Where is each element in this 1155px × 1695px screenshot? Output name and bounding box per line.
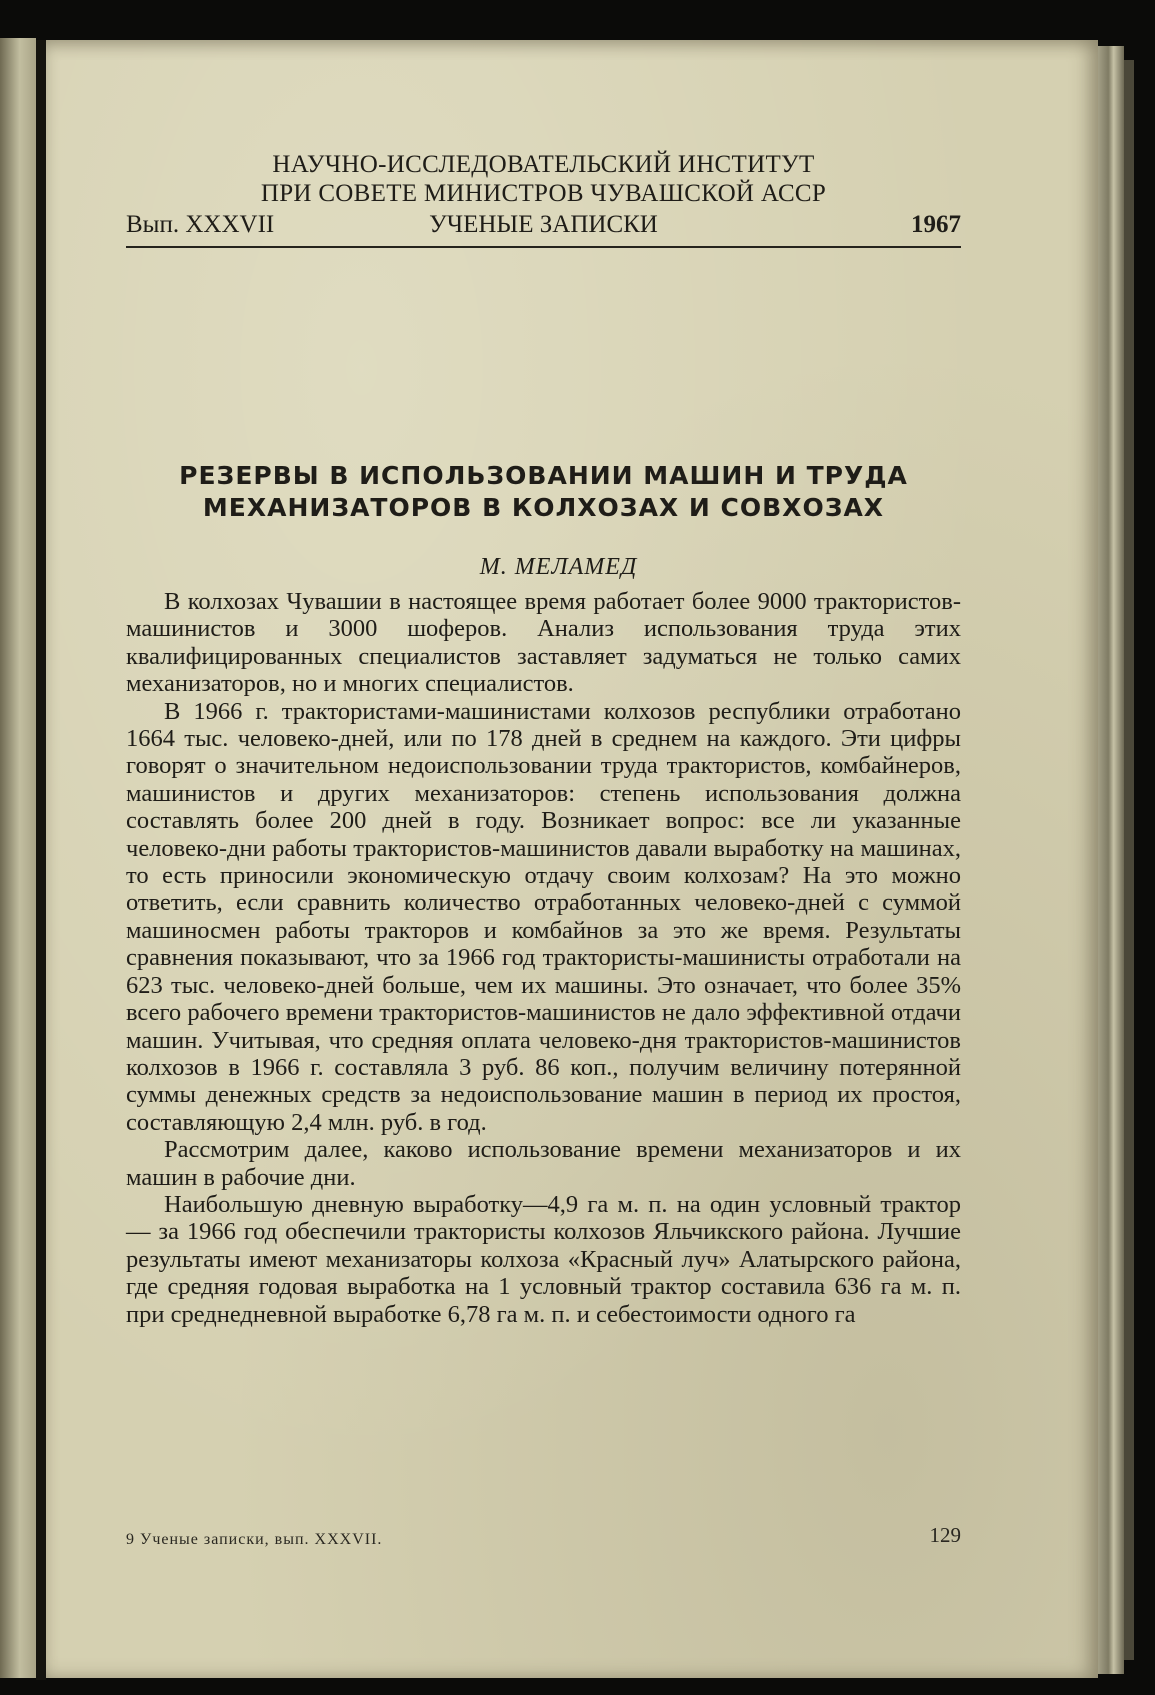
page-content xyxy=(126,150,961,1328)
article-author: М. МЕЛАМЕД xyxy=(479,554,638,580)
paragraph: В 1966 г. трактористами-машинистами колхозов республики отработано 1664 тыс. человеко-дней, или по 178 дней в среднем на каждого. Эти цифры говорят о значительном недоиспользовании труда трактористов, комбайнеров, машинистов и других механизаторов: степень использования должна составлять более 200 дней в году. Возникает вопрос: все ли указанные человеко-дни работы трактористов-машинистов давали выработку на машинах, то есть приносили экономическую отдачу своим колхозам? На это можно ответить, если сравнить количество отработанных человеко-дней с суммой машиносмен работы тракторов и комбайнов за это же время. Результаты сравнения показывают, что за 1966 год трактористы-машинисты отработали на 623 тыс. человеко-дней больше, чем их машины. Это означает, что более 35% всего рабочего времени трактористов-машинистов не дало эффективной отдачи машин. Учитывая, что средняя оплата человеко-дня трактористов-машинистов колхозов в 1966 г. составляла 3 руб. 86 коп., получим величину потерянной суммы денежных средств за недоиспользование машин в период их простоя, составляющую 2,4 млн. руб. в год. xyxy=(126,697,961,1136)
right-cover-edge xyxy=(1124,60,1134,1660)
institute-line-1: НАУЧНО-ИССЛЕДОВАТЕЛЬСКИЙ ИНСТИТУТ xyxy=(272,151,815,178)
right-page-edges xyxy=(1098,46,1124,1674)
institute-line-2: ПРИ СОВЕТЕ МИНИСТРОВ ЧУВАШСКОЙ АССР xyxy=(260,180,827,207)
page-footer xyxy=(126,1523,961,1553)
article-title xyxy=(126,460,961,524)
signature-mark: 9 Ученые записки, вып. XXXVII. xyxy=(126,1531,383,1548)
book-spine xyxy=(36,40,46,1680)
left-page-edge xyxy=(0,38,36,1678)
publication-year: 1967 xyxy=(911,211,961,238)
journal-title: УЧЕНЫЕ ЗАПИСКИ xyxy=(429,211,658,238)
paragraph: Рассмотрим далее, каково использование времени механизаторов и их машин в рабочие дни. xyxy=(126,1136,961,1191)
journal-line xyxy=(126,208,961,242)
header-rule xyxy=(126,246,961,248)
paragraph: Наибольшую дневную выработку—4,9 га м. п. на один условный трактор — за 1966 год обеспечили трактористы колхозов Яльчикского района. Лучшие результаты имеют механизаторы колхоза «Красный луч» Алатырского района, где средняя годовая выработка на 1 условный трактор составила 636 га м. п. при среднедневной выработке 6,78 га м. п. и себестоимости одного га xyxy=(126,1190,961,1328)
article-body xyxy=(126,588,961,1328)
page-number: 129 xyxy=(929,1523,961,1547)
paragraph: В колхозах Чувашии в настоящее время работает более 9000 трактористов-машинистов и 3000 шоферов. Анализ использования труда этих квалифицированных специалистов заставляет задуматься не только самих механизаторов, но и многих специалистов. xyxy=(126,588,961,698)
volume-number: Вып. XXXVII xyxy=(126,211,275,238)
title-line-1: РЕЗЕРВЫ В ИСПОЛЬЗОВАНИИ МАШИН И ТРУДА xyxy=(179,461,908,490)
institute-header xyxy=(126,150,961,208)
title-line-2: МЕХАНИЗАТОРОВ В КОЛХОЗАХ И СОВХОЗАХ xyxy=(202,493,885,522)
